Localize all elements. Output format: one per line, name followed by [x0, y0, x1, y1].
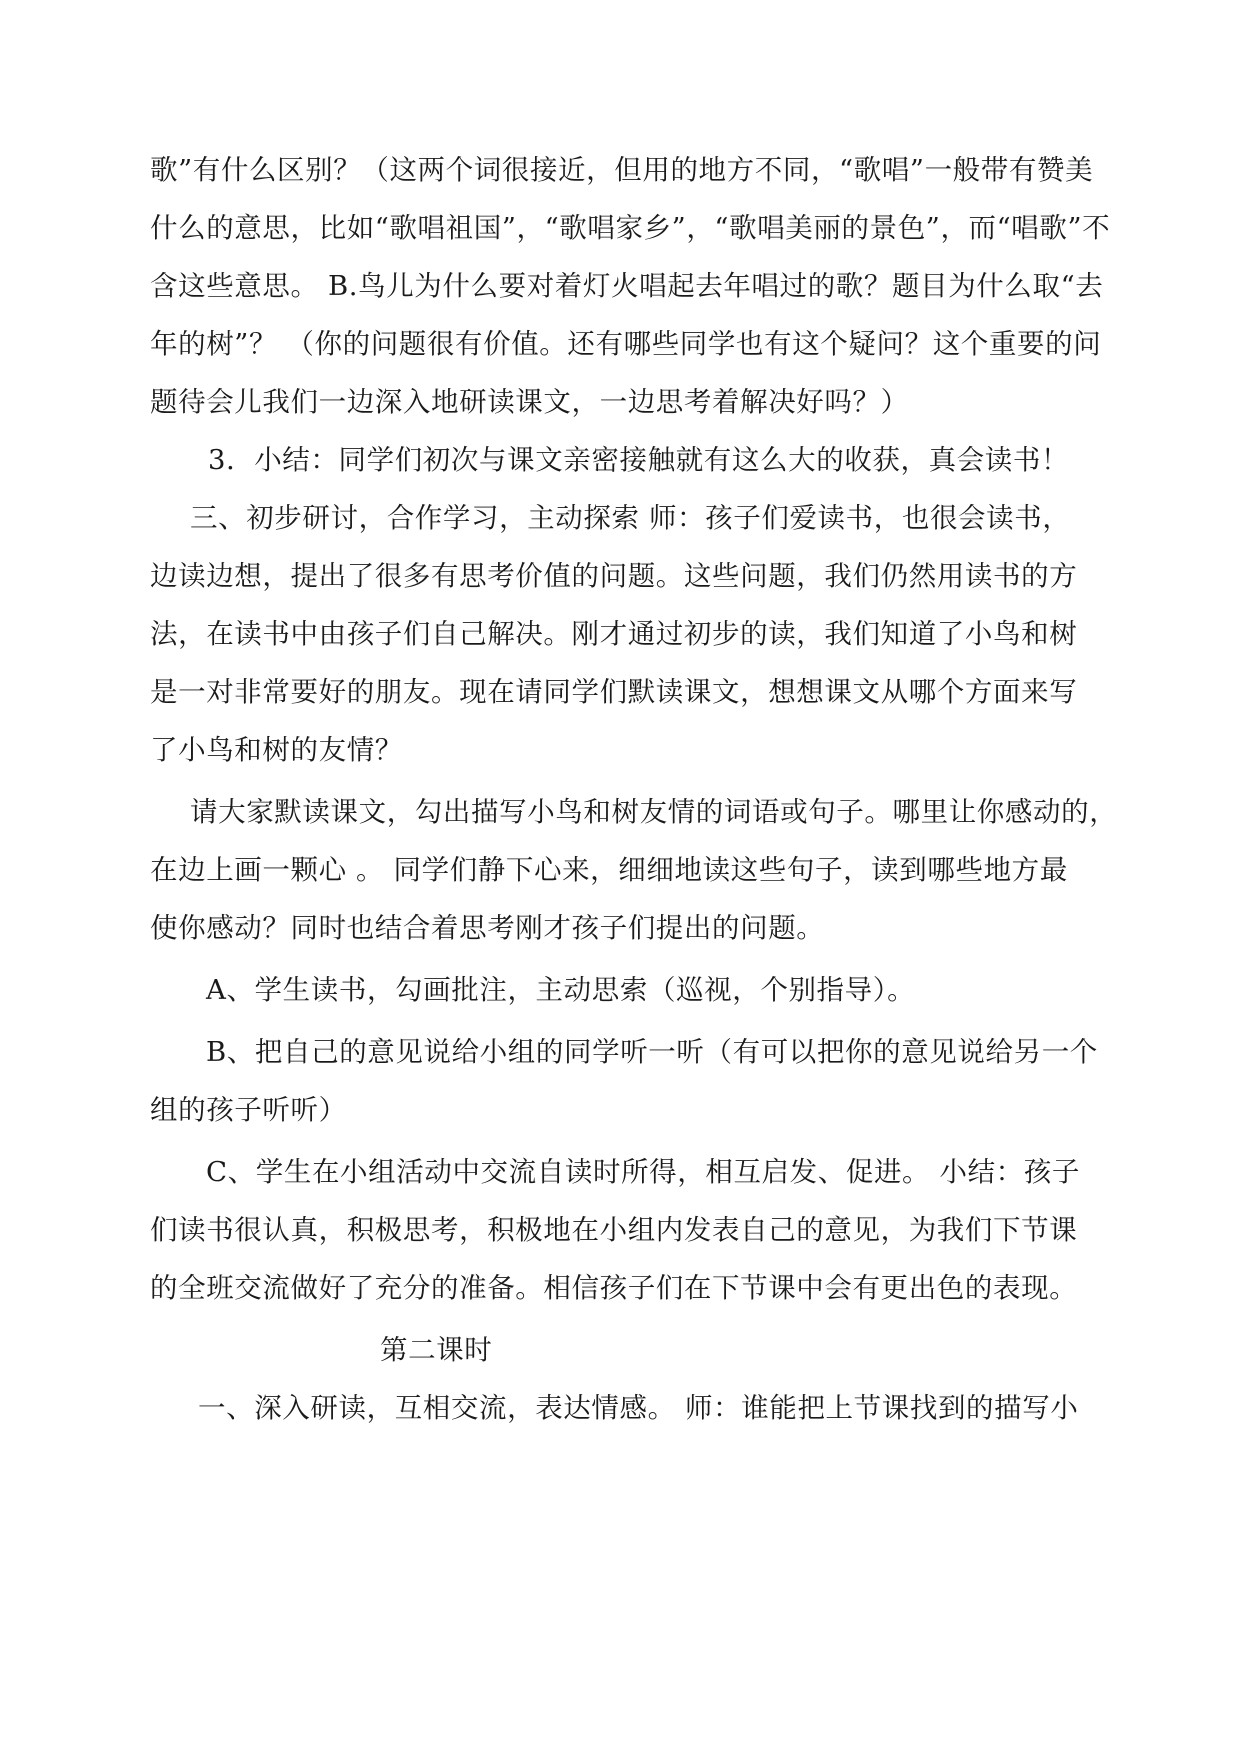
text-line: 组的孩子听听）: [150, 1094, 347, 1126]
text-line: 在边上画一颗心 。 同学们静下心来，细细地读这些句子，读到哪些地方最: [150, 854, 1068, 886]
item-a-line: A、学生读书，勾画批注，主动思索（巡视，个别指导）。: [206, 974, 916, 1006]
text-line: 法，在读书中由孩子们自己解决。刚才通过初步的读，我们知道了小鸟和树: [150, 618, 1078, 650]
text-line: 们读书很认真，积极思考，积极地在小组内发表自己的意见，为我们下节课: [150, 1214, 1078, 1246]
text-line: 的全班交流做好了充分的准备。相信孩子们在下节课中会有更出色的表现。: [150, 1272, 1078, 1304]
text-line: 是一对非常要好的朋友。现在请同学们默读课文，想想课文从哪个方面来写: [150, 676, 1078, 708]
section-heading-line: 三、初步研讨，合作学习，主动探索 师：孩子们爱读书，也很会读书，: [190, 502, 1071, 534]
text-line: 了小鸟和树的友情？: [150, 734, 403, 766]
text-line: 题待会儿我们一边深入地研读课文，一边思考着解决好吗？）: [150, 386, 909, 418]
summary-line: 3．小结：同学们初次与课文亲密接触就有这么大的收获，真会读书！: [208, 444, 1070, 476]
text-line: 歌”有什么区别？（这两个词很接近，但用的地方不同，“歌唱”一般带有赞美: [150, 154, 1094, 186]
section-heading-line: 一、深入研读，互相交流，表达情感。 师：谁能把上节课找到的描写小: [198, 1392, 1079, 1424]
text-line: 什么的意思，比如“歌唱祖国”，“歌唱家乡”，“歌唱美丽的景色”，而“唱歌”不: [150, 212, 1111, 244]
paragraph-start-line: 请大家默读课文，勾出描写小鸟和树友情的词语或句子。哪里让你感动的，: [190, 796, 1118, 828]
lesson-heading: 第二课时: [380, 1334, 493, 1366]
item-b-line: B、把自己的意见说给小组的同学听一听（有可以把你的意见说给另一个: [206, 1036, 1098, 1068]
text-line: 使你感动？同时也结合着思考刚才孩子们提出的问题。: [150, 912, 825, 944]
text-line: 年的树”？ （你的问题很有价值。还有哪些同学也有这个疑问？这个重要的问: [150, 328, 1102, 360]
item-c-line: C、学生在小组活动中交流自读时所得，相互启发、促进。 小结：孩子: [206, 1156, 1080, 1188]
text-line: 含这些意思。 B.鸟儿为什么要对着灯火唱起去年唱过的歌？题目为什么取“去: [150, 270, 1104, 302]
text-line: 边读边想，提出了很多有思考价值的问题。这些问题，我们仍然用读书的方: [150, 560, 1078, 592]
